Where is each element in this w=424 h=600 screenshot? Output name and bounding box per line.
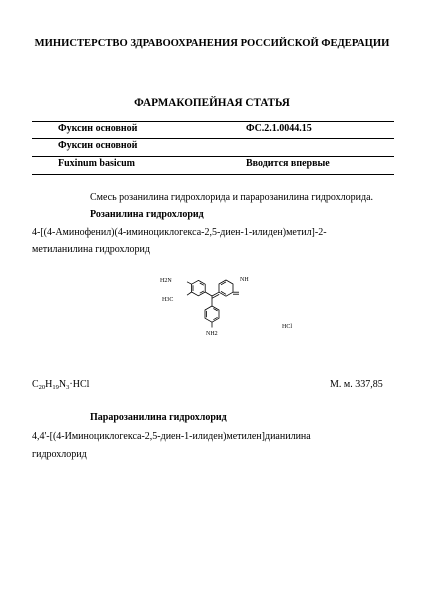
rosaniline-name-line1: 4-[(4-Аминофенил)(4-иминоциклогекса-2,5-диен-1-илиден)метил]-2- [32,227,327,238]
formula-n: N [58,379,67,390]
molecular-formula [32,376,89,393]
rosaniline-name-line2: метиланилина гидрохлорид [32,244,150,255]
article-code: ФС.2.1.0044.15 [246,123,312,134]
label-nh2: NH2 [206,331,218,337]
pararosaniline-name-line1: 4,4'-[(4-Иминоциклогекса-2,5-диен-1-илиден)метилен]дианилина [32,431,311,442]
status: Вводится впервые [246,158,330,169]
rule-bottom [32,174,394,175]
pararosaniline-heading: Парарозанилина гидрохлорид [90,412,227,423]
structure-bonds [187,280,239,328]
formula-c-count: 20 [38,384,46,391]
molar-mass: М. м. 337,85 [330,379,383,390]
rule-2 [32,156,394,157]
label-hcl: HCl [282,324,293,330]
rule-top [32,121,394,122]
name-latin: Fuxinum basicum [58,158,135,169]
label-h3c: H3C [162,297,174,303]
label-nh: NH [240,277,249,283]
formula-h: H [45,379,53,390]
rule-1 [32,138,394,139]
formula-n-count: 3 [66,384,70,391]
article-title: ФАРМАКОПЕЙНАЯ СТАТЬЯ [134,97,290,109]
formula-tail: ·HCl [69,379,90,390]
formula-c: C [32,379,39,390]
formula-h-count: 19 [52,384,59,391]
rosaniline-structure [150,268,310,380]
label-h2n: H2N [160,278,172,284]
ministry-header: МИНИСТЕРСТВО ЗДРАВООХРАНЕНИЯ РОССИЙСКОЙ ФЕДЕРАЦИИ [34,38,390,49]
name-ru-1: Фуксин основной [58,123,138,134]
intro-text: Смесь розанилина гидрохлорида и парарозанилина гидрохлорида. [90,192,374,203]
pararosaniline-name-line2: гидрохлорид [32,449,87,460]
name-ru-2: Фуксин основной [58,140,138,151]
rosaniline-heading: Розанилина гидрохлорид [90,209,204,220]
